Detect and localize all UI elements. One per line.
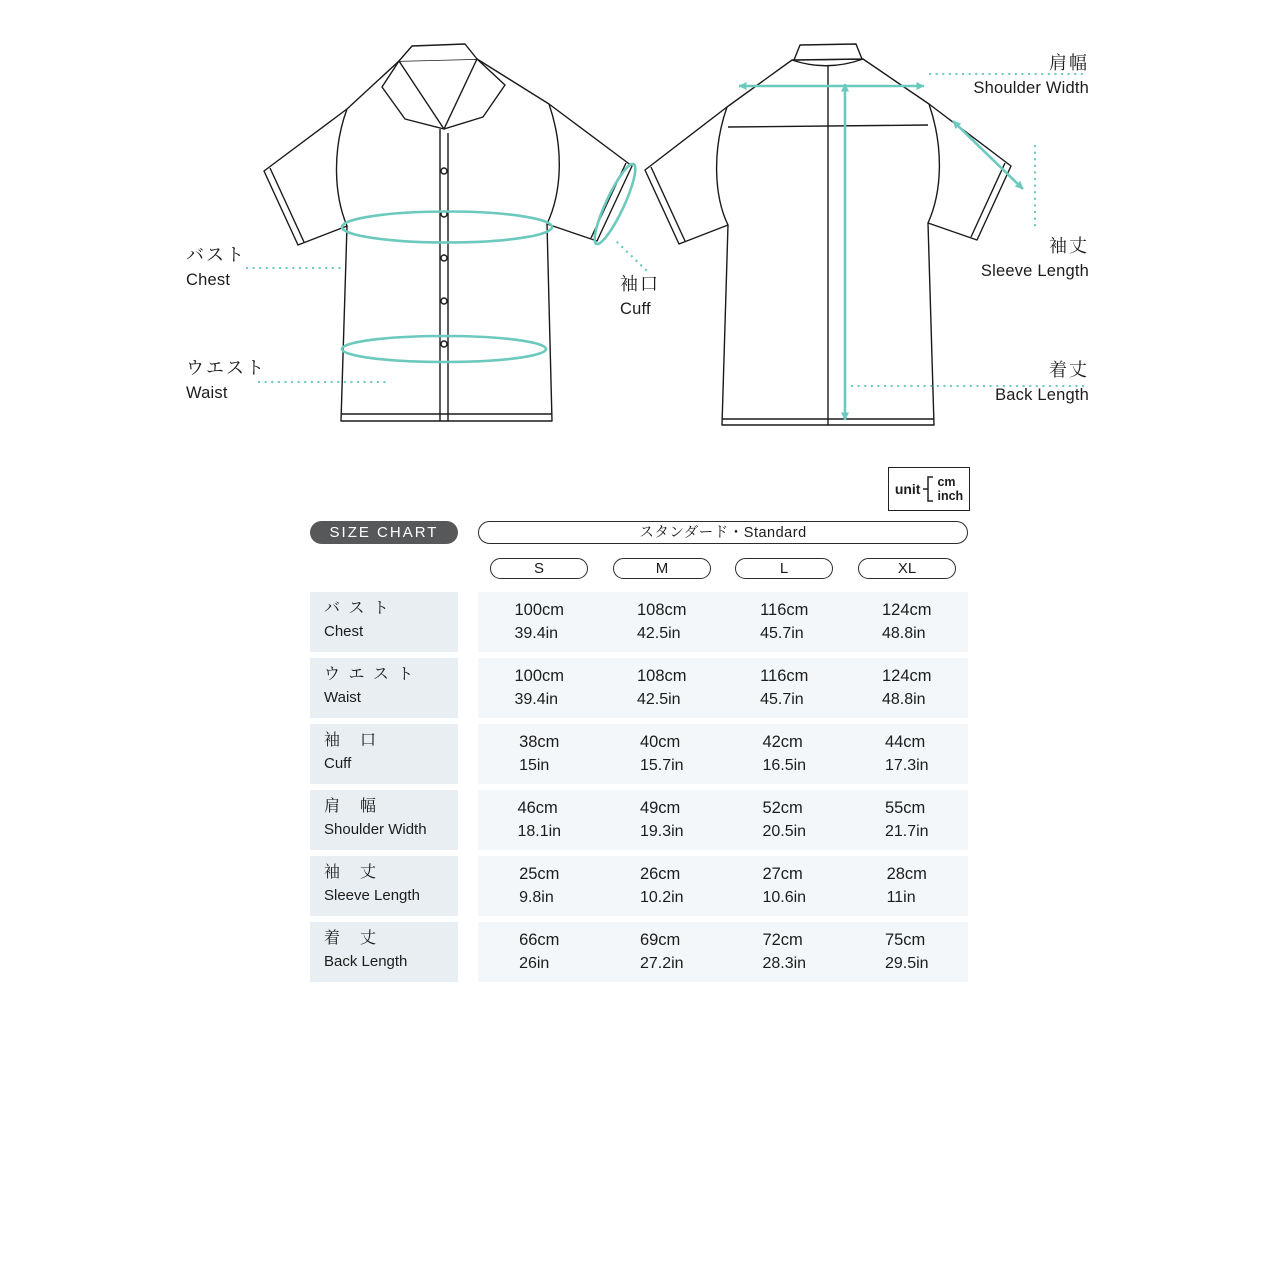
- row-label-en: Shoulder Width: [324, 821, 427, 838]
- sleeve-length-label-jp: 袖丈: [1049, 236, 1089, 256]
- back-length-label-en: Back Length: [995, 386, 1089, 404]
- value-cell: [846, 790, 969, 850]
- value-cell: [723, 790, 846, 850]
- value-cm: 66cm: [519, 931, 560, 950]
- cuff-diagram-label: [620, 275, 660, 318]
- table-row-waist: [310, 658, 968, 718]
- unit-bracket-icon: [923, 473, 934, 505]
- row-label: [310, 856, 458, 916]
- sleeve-length-label-en: Sleeve Length: [980, 262, 1089, 280]
- cuff-label-en: Cuff: [620, 300, 651, 318]
- value-cm: 72cm: [762, 931, 803, 950]
- value-cell: [478, 592, 601, 652]
- value-cm: 108cm: [636, 667, 687, 686]
- value-in: 16.5in: [762, 756, 807, 774]
- unit-inch: inch: [937, 489, 964, 503]
- value-in: 29.5in: [884, 954, 929, 972]
- value-cell: [723, 724, 846, 784]
- table-row-shoulder-width: [310, 790, 968, 850]
- value-cm: 38cm: [519, 733, 560, 752]
- value-in: 10.6in: [762, 888, 807, 906]
- value-in: 21.7in: [884, 822, 929, 840]
- row-label: [310, 922, 458, 982]
- table-row-sleeve-length: [310, 856, 968, 916]
- value-in: 19.3in: [639, 822, 684, 840]
- value-cell: [723, 922, 846, 982]
- value-in: 15in: [519, 756, 550, 774]
- back-shirt-drawing: [645, 44, 1011, 425]
- value-cm: 124cm: [881, 601, 932, 620]
- value-cell: [478, 724, 601, 784]
- table-row-back-length: [310, 922, 968, 982]
- size-header-m: M: [613, 558, 711, 579]
- value-cell: [723, 592, 846, 652]
- value-in: 18.1in: [517, 822, 562, 840]
- value-in: 45.7in: [760, 690, 804, 708]
- value-cm: 26cm: [639, 865, 681, 884]
- row-values: [478, 922, 968, 982]
- row-label-en: Cuff: [324, 755, 352, 772]
- value-in: 48.8in: [881, 624, 926, 642]
- value-cm: 44cm: [884, 733, 926, 752]
- row-label-jp: 袖 丈: [324, 864, 379, 881]
- value-cm: 27cm: [762, 865, 803, 884]
- row-label-en: Chest: [324, 623, 364, 640]
- value-cell: [478, 922, 601, 982]
- value-cm: 108cm: [636, 601, 687, 620]
- unit-values: [937, 475, 963, 503]
- row-label: [310, 658, 458, 718]
- row-label-jp: 肩 幅: [324, 798, 379, 815]
- value-cell: [723, 658, 846, 718]
- chest-label-jp: バスト: [186, 245, 246, 265]
- value-in: 17.3in: [884, 756, 929, 774]
- value-cm: 69cm: [639, 931, 681, 950]
- waist-diagram-label: [186, 359, 266, 402]
- value-cm: 55cm: [884, 799, 926, 818]
- value-in: 45.7in: [760, 624, 804, 642]
- value-cm: 116cm: [760, 667, 809, 686]
- row-values: [478, 724, 968, 784]
- value-cell: [601, 724, 724, 784]
- value-cm: 40cm: [639, 733, 681, 752]
- row-values: [478, 658, 968, 718]
- shoulder-width-diagram-label: [973, 54, 1089, 97]
- waist-label-en: Waist: [186, 384, 228, 402]
- value-cm: 116cm: [760, 601, 809, 620]
- waist-label-jp: ウエスト: [186, 358, 266, 378]
- row-label-jp: 着 丈: [324, 930, 379, 947]
- value-in: 27.2in: [639, 954, 684, 972]
- row-values: [478, 856, 968, 916]
- size-chart-title: SIZE CHART: [310, 521, 458, 544]
- value-cell: [601, 790, 724, 850]
- row-label: [310, 790, 458, 850]
- value-cm: 49cm: [639, 799, 681, 818]
- value-cell: [478, 658, 601, 718]
- value-cell: [846, 658, 969, 718]
- size-header-s: S: [490, 558, 588, 579]
- shoulder-width-label-jp: 肩幅: [1049, 53, 1089, 73]
- value-cm: 42cm: [762, 733, 803, 752]
- cuff-leader: [616, 241, 646, 270]
- value-cell: [846, 856, 969, 916]
- unit-indicator: [888, 467, 970, 511]
- value-in: 42.5in: [636, 690, 681, 708]
- value-cm: 100cm: [514, 601, 565, 620]
- value-in: 48.8in: [881, 690, 926, 708]
- value-cm: 25cm: [519, 865, 560, 884]
- cuff-label-jp: 袖口: [620, 274, 660, 294]
- value-cm: 28cm: [886, 865, 927, 884]
- shoulder-width-label-en: Shoulder Width: [973, 79, 1089, 97]
- unit-cm: cm: [937, 475, 956, 489]
- value-cell: [846, 592, 969, 652]
- chest-diagram-label: [186, 246, 246, 289]
- category-header: スタンダード・Standard: [478, 521, 968, 544]
- value-in: 28.3in: [762, 954, 807, 972]
- row-label: [310, 724, 458, 784]
- value-cm: 100cm: [514, 667, 565, 686]
- row-label-en: Sleeve Length: [324, 887, 420, 904]
- row-label-en: Back Length: [324, 953, 408, 970]
- value-in: 20.5in: [762, 822, 807, 840]
- row-label-jp: バ ス ト: [324, 600, 391, 617]
- row-label-en: Waist: [324, 689, 361, 706]
- value-cell: [601, 856, 724, 916]
- row-label-jp: 袖 口: [324, 732, 379, 749]
- back-length-label-jp: 着丈: [1049, 360, 1089, 380]
- chest-label-en: Chest: [186, 271, 231, 289]
- size-header-l: L: [735, 558, 833, 579]
- size-chart-table: [310, 521, 968, 991]
- value-in: 15.7in: [639, 756, 684, 774]
- size-header-xl: XL: [858, 558, 956, 579]
- front-shirt-drawing: [264, 44, 632, 421]
- row-label: [310, 592, 458, 652]
- value-cell: [723, 856, 846, 916]
- value-in: 26in: [519, 954, 550, 972]
- row-values: [478, 790, 968, 850]
- value-cell: [601, 922, 724, 982]
- value-in: 9.8in: [519, 888, 554, 906]
- value-cell: [846, 922, 969, 982]
- value-in: 42.5in: [636, 624, 681, 642]
- row-values: [478, 592, 968, 652]
- row-label-jp: ウ エ ス ト: [324, 666, 416, 683]
- value-cell: [601, 592, 724, 652]
- back-length-diagram-label: [995, 361, 1089, 404]
- value-cell: [846, 724, 969, 784]
- value-cm: 75cm: [884, 931, 926, 950]
- value-in: 39.4in: [514, 624, 559, 642]
- unit-label: unit: [894, 481, 921, 497]
- value-in: 11in: [886, 888, 916, 906]
- value-cm: 124cm: [881, 667, 932, 686]
- sleeve-length-diagram-label: [981, 237, 1089, 280]
- table-row-cuff: [310, 724, 968, 784]
- value-in: 10.2in: [639, 888, 684, 906]
- value-cell: [478, 856, 601, 916]
- value-cell: [478, 790, 601, 850]
- value-cm: 46cm: [517, 799, 558, 818]
- value-cm: 52cm: [762, 799, 803, 818]
- table-row-chest: [310, 592, 968, 652]
- value-cell: [601, 658, 724, 718]
- value-in: 39.4in: [514, 690, 559, 708]
